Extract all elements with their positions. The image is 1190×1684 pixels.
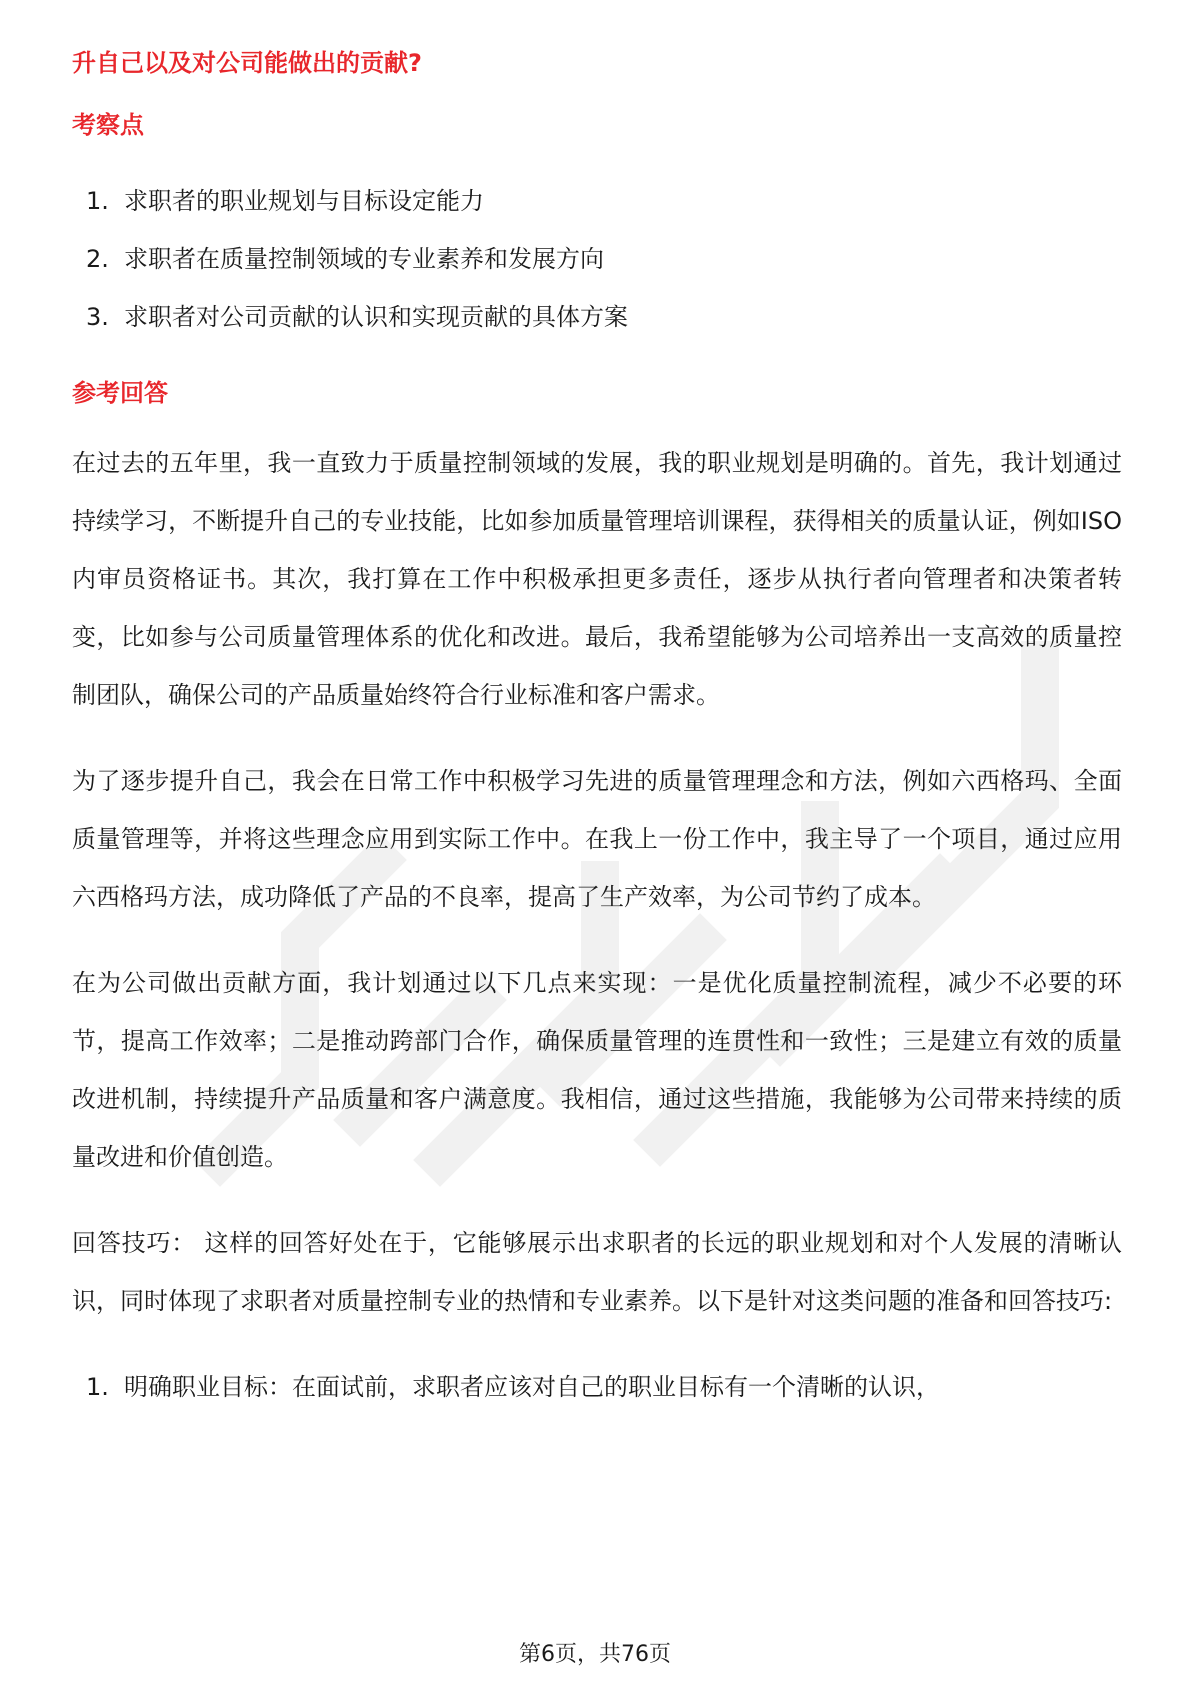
list-item-number: 1.	[86, 1373, 109, 1401]
page-number-footer: 第6页，共76页	[519, 1642, 671, 1667]
list-item-number: 2.	[86, 245, 109, 273]
tips-list	[72, 1358, 1122, 1416]
list-item	[72, 288, 1122, 346]
answer-paragraph: 为了逐步提升自己，我会在日常工作中积极学习先进的质量管理理念和方法，例如六西格玛、全面质量管理等，并将这些理念应用到实际工作中。在我上一份工作中，我主导了一个项目，通过应用六西格玛方法，成功降低了产品的不良率，提高了生产效率，为公司节约了成本。	[72, 767, 1122, 911]
question-title: 升自己以及对公司能做出的贡献?	[72, 49, 422, 77]
list-item-number: 1.	[86, 187, 109, 215]
answer-tips-paragraph: 回答技巧： 这样的回答好处在于，它能够展示出求职者的长远的职业规划和对个人发展的清晰认识，同时体现了求职者对质量控制专业的热情和专业素养。以下是针对这类问题的准备和回答技巧:	[72, 1229, 1122, 1315]
list-item-number: 3.	[86, 303, 109, 331]
document-content	[72, 46, 1122, 1446]
answer-paragraph: 在过去的五年里，我一直致力于质量控制领域的发展，我的职业规划是明确的。首先，我计划通过持续学习，不断提升自己的专业技能，比如参加质量管理培训课程，获得相关的质量认证，例如ISO内审员资格证书。其次，我打算在工作中积极承担更多责任，逐步从执行者向管理者和决策者转变，比如参与公司质量管理体系的优化和改进。最后，我希望能够为公司培养出一支高效的质量控制团队，确保公司的产品质量始终符合行业标准和客户需求。	[72, 449, 1122, 709]
list-item	[72, 172, 1122, 230]
list-item	[72, 1358, 1122, 1416]
answer-paragraph: 在为公司做出贡献方面，我计划通过以下几点来实现：一是优化质量控制流程，减少不必要的环节，提高工作效率；二是推动跨部门合作，确保质量管理的连贯性和一致性；三是建立有效的质量改进机制，持续提升产品质量和客户满意度。我相信，通过这些措施，我能够为公司带来持续的质量改进和价值创造。	[72, 969, 1122, 1171]
section-title-examine: 考察点	[72, 111, 144, 139]
list-item-text: 求职者的职业规划与目标设定能力	[124, 187, 484, 215]
list-item	[72, 230, 1122, 288]
section-title-answer: 参考回答	[72, 379, 168, 407]
list-item-text: 明确职业目标：在面试前，求职者应该对自己的职业目标有一个清晰的认识，	[124, 1373, 940, 1401]
list-item-text: 求职者对公司贡献的认识和实现贡献的具体方案	[124, 303, 628, 331]
list-item-text: 求职者在质量控制领域的专业素养和发展方向	[124, 245, 604, 273]
examine-points-list	[72, 172, 1122, 346]
